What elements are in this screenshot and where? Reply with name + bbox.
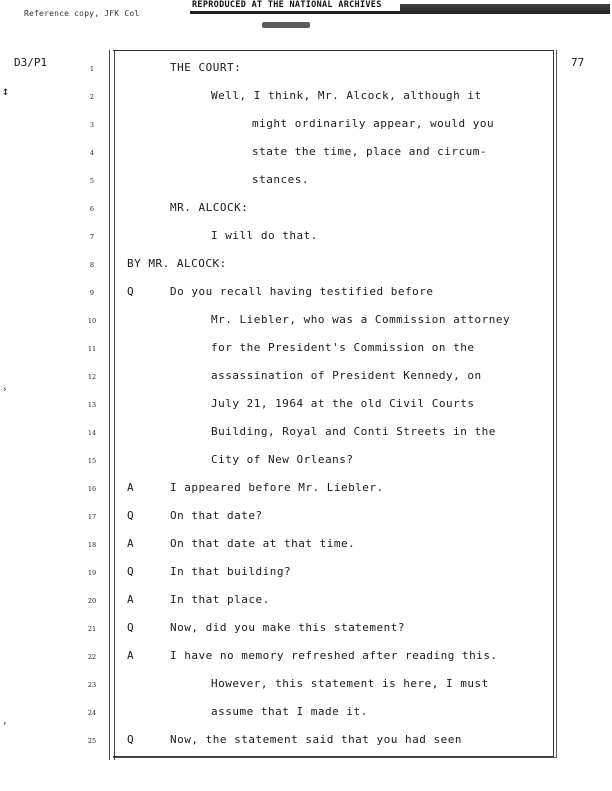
line-text: Well, I think, Mr. Alcock, although it — [211, 89, 482, 102]
transcript-line — [0, 537, 560, 565]
transcript-line — [0, 705, 560, 733]
line-number: 15 — [87, 457, 97, 465]
transcript-line — [0, 733, 560, 761]
line-number: 13 — [87, 401, 97, 409]
line-text: I appeared before Mr. Liebler. — [170, 481, 384, 494]
archives-stamp: REPRODUCED AT THE NATIONAL ARCHIVES — [192, 0, 382, 10]
line-number: 12 — [87, 373, 97, 381]
line-text: for the President's Commission on the — [211, 341, 475, 354]
transcript-line — [0, 173, 560, 201]
line-number: 5 — [89, 177, 95, 185]
transcript-line — [0, 397, 560, 425]
line-text: I have no memory refreshed after reading this. — [170, 649, 498, 662]
line-text: City of New Orleans? — [211, 453, 354, 466]
line-number: 14 — [87, 429, 97, 437]
line-text: THE COURT: — [170, 61, 242, 74]
speaker-marker: Q — [127, 285, 134, 298]
transcript-line — [0, 453, 560, 481]
line-text: BY MR. ALCOCK: — [127, 257, 227, 270]
line-number: 9 — [89, 289, 95, 297]
speaker-marker: Q — [127, 621, 134, 634]
line-number: 6 — [89, 205, 95, 213]
stamp-bar — [400, 4, 610, 14]
line-text: Now, did you make this statement? — [170, 621, 406, 634]
line-text: stances. — [252, 173, 309, 186]
line-text: I will do that. — [211, 229, 318, 242]
line-text: state the time, place and circum- — [252, 145, 488, 158]
transcript-line — [0, 341, 560, 369]
transcript-line — [0, 649, 560, 677]
line-text: Now, the statement said that you had seen — [170, 733, 463, 746]
line-number: 23 — [87, 681, 97, 689]
line-number: 3 — [89, 121, 95, 129]
line-text: In that place. — [170, 593, 270, 606]
transcript-line — [0, 593, 560, 621]
transcript-line — [0, 425, 560, 453]
line-text: Mr. Liebler, who was a Commission attorney — [211, 313, 511, 326]
line-number: 7 — [89, 233, 95, 241]
transcript-line — [0, 145, 560, 173]
line-text: In that building? — [170, 565, 292, 578]
transcript-line — [0, 117, 560, 145]
line-number: 8 — [89, 261, 95, 269]
transcript-line — [0, 509, 560, 537]
speaker-marker: A — [127, 481, 134, 494]
transcript-line — [0, 369, 560, 397]
transcript-line — [0, 229, 560, 257]
line-number: 1 — [89, 65, 95, 73]
page-label: D3/P1 — [14, 56, 48, 69]
transcript-line — [0, 481, 560, 509]
transcript-line — [0, 565, 560, 593]
scan-smudge — [262, 22, 310, 28]
line-number: 17 — [87, 513, 97, 521]
line-text: July 21, 1964 at the old Civil Courts — [211, 397, 475, 410]
line-text: might ordinarily appear, would you — [252, 117, 495, 130]
transcript-line — [0, 285, 560, 313]
line-text: On that date? — [170, 509, 263, 522]
line-number: 16 — [87, 485, 97, 493]
speaker-marker: A — [127, 593, 134, 606]
transcript-line — [0, 257, 560, 285]
transcript-line — [0, 61, 560, 89]
transcript-line — [0, 313, 560, 341]
speaker-marker: Q — [127, 733, 134, 746]
speaker-marker: A — [127, 649, 134, 662]
transcript-line — [0, 89, 560, 117]
line-text: Do you recall having testified before — [170, 285, 434, 298]
line-number: 25 — [87, 737, 97, 745]
margin-tick-icon: ’ — [2, 722, 8, 732]
stamp-underline — [190, 11, 410, 14]
line-number: 10 — [87, 317, 97, 325]
line-number: 11 — [87, 345, 97, 353]
margin-arrow-icon: ↕ — [2, 84, 10, 98]
line-text: assume that I made it. — [211, 705, 368, 718]
line-number: 20 — [87, 597, 97, 605]
line-text: assassination of President Kennedy, on — [211, 369, 482, 382]
page-number: 77 — [571, 56, 585, 69]
line-number: 21 — [87, 625, 97, 633]
line-number: 4 — [89, 149, 95, 157]
line-number: 19 — [87, 569, 97, 577]
transcript-line — [0, 621, 560, 649]
line-text: On that date at that time. — [170, 537, 356, 550]
line-number: 18 — [87, 541, 97, 549]
line-text: MR. ALCOCK: — [170, 201, 249, 214]
line-number: 24 — [87, 709, 97, 717]
line-number: 22 — [87, 653, 97, 661]
line-number: 2 — [89, 93, 95, 101]
speaker-marker: Q — [127, 509, 134, 522]
line-text: Building, Royal and Conti Streets in the — [211, 425, 496, 438]
transcript-line — [0, 201, 560, 229]
margin-tick-icon: › — [2, 385, 8, 395]
header-reference: Reference copy, JFK Col — [24, 9, 140, 18]
line-text: However, this statement is here, I must — [211, 677, 489, 690]
transcript-line — [0, 677, 560, 705]
speaker-marker: A — [127, 537, 134, 550]
speaker-marker: Q — [127, 565, 134, 578]
